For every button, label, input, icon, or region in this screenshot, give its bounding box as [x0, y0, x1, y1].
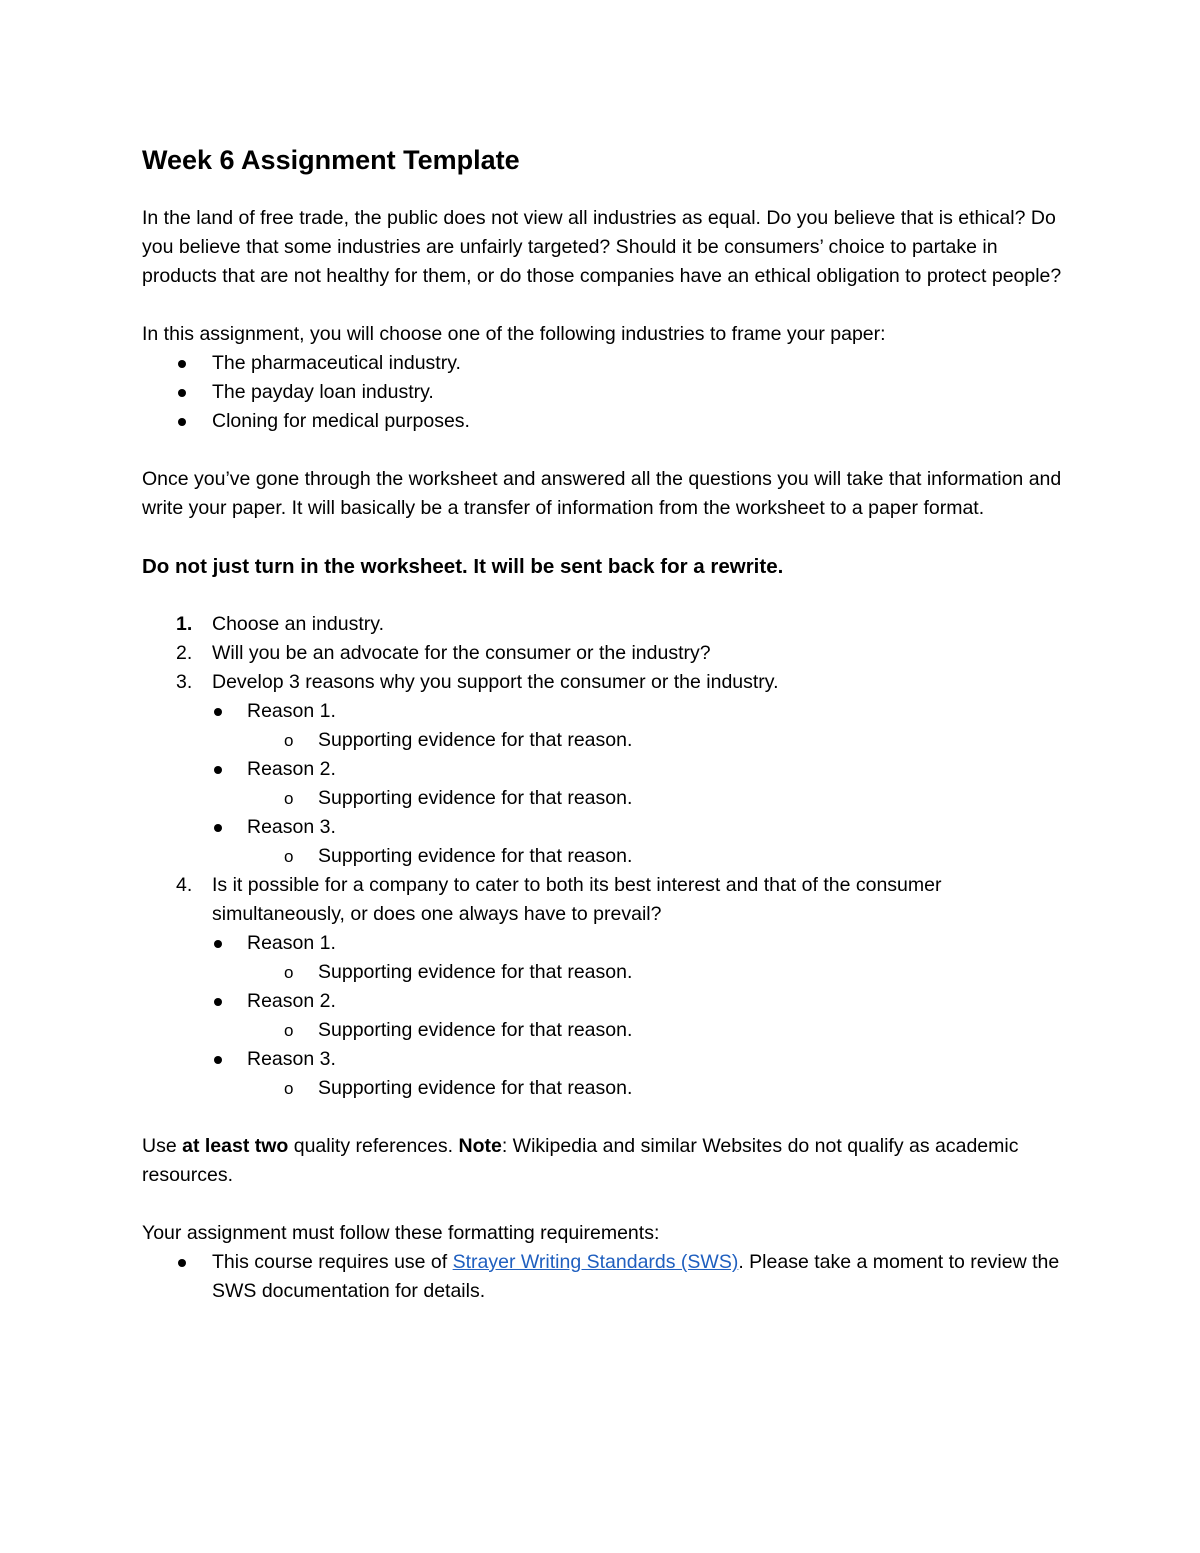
- references-paragraph: Use at least two quality references. Note: Wikipedia and similar Websites do not qualify as academic resources.: [142, 1135, 1019, 1186]
- bullet-icon: [178, 360, 186, 368]
- circle-bullet-icon: o: [284, 731, 294, 750]
- bullet-icon: [178, 418, 186, 426]
- formatting-item: This course requires use of Strayer Writing Standards (SWS). Please take a moment to review the SWS documentation for details.: [142, 1248, 1062, 1306]
- evidence-item: o Supporting evidence for that reason.: [142, 842, 1062, 871]
- formatting-intro: Your assignment must follow these formatting requirements:: [142, 1222, 660, 1244]
- evidence-item: o Supporting evidence for that reason.: [142, 1074, 1062, 1103]
- intro-paragraph: In the land of free trade, the public does not view all industries as equal. Do you believe that is ethical? Do you believe that some industries are unfairly targeted? Should it be consumers’ choice to partake in products that are not healthy for them, or do those companies have an ethical obligation to protect people?: [142, 207, 1062, 287]
- step-number: 3.: [176, 671, 193, 693]
- circle-bullet-icon: o: [284, 847, 294, 866]
- evidence-item: o Supporting evidence for that reason.: [142, 958, 1062, 987]
- step-number: 1.: [176, 613, 193, 635]
- reason-item: Reason 2.: [142, 987, 1062, 1016]
- steps-list: [142, 610, 1062, 1103]
- bullet-icon: [178, 1259, 186, 1267]
- industry-list: [142, 349, 1062, 436]
- circle-bullet-icon: o: [284, 1021, 294, 1040]
- step-number: 4.: [176, 874, 193, 896]
- bullet-icon: [214, 940, 222, 948]
- bullet-icon: [214, 708, 222, 716]
- reason-item: Reason 2.: [142, 755, 1062, 784]
- warning-text: Do not just turn in the worksheet. It will be sent back for a rewrite.: [142, 555, 784, 578]
- references-bold-min: at least two: [182, 1135, 289, 1157]
- evidence-item: o Supporting evidence for that reason.: [142, 1016, 1062, 1045]
- step-item: 3. Develop 3 reasons why you support the consumer or the industry.: [142, 668, 1062, 697]
- evidence-item: o Supporting evidence for that reason.: [142, 726, 1062, 755]
- bullet-icon: [214, 1056, 222, 1064]
- evidence-item: o Supporting evidence for that reason.: [142, 784, 1062, 813]
- document-title: Week 6 Assignment Template: [142, 145, 520, 175]
- document-page: [142, 138, 1062, 1306]
- bullet-icon: [214, 998, 222, 1006]
- bullet-icon: [214, 766, 222, 774]
- circle-bullet-icon: o: [284, 963, 294, 982]
- formatting-list: [142, 1248, 1062, 1306]
- reason-item: Reason 1.: [142, 697, 1062, 726]
- industry-item: Cloning for medical purposes.: [142, 407, 1062, 436]
- reason-item: Reason 3.: [142, 1045, 1062, 1074]
- step-number: 2.: [176, 642, 193, 664]
- sws-link[interactable]: Strayer Writing Standards (SWS): [452, 1251, 739, 1273]
- step-item: 4. Is it possible for a company to cater to both its best interest and that of the consumer simultaneously, or does one always have to prevail?: [142, 871, 1062, 929]
- circle-bullet-icon: o: [284, 1079, 294, 1098]
- bullet-icon: [178, 389, 186, 397]
- worksheet-note: Once you’ve gone through the worksheet and answered all the questions you will take that information and write your paper. It will basically be a transfer of information from the worksheet to a paper format.: [142, 468, 1062, 519]
- industry-item: The payday loan industry.: [142, 378, 1062, 407]
- step-item: 2. Will you be an advocate for the consumer or the industry?: [142, 639, 1062, 668]
- choose-text: In this assignment, you will choose one of the following industries to frame your paper:: [142, 323, 886, 345]
- circle-bullet-icon: o: [284, 789, 294, 808]
- reason-item: Reason 3.: [142, 813, 1062, 842]
- step-item: 1. Choose an industry.: [142, 610, 1062, 639]
- reason-item: Reason 1.: [142, 929, 1062, 958]
- industry-item: The pharmaceutical industry.: [142, 349, 1062, 378]
- references-bold-note: Note: [458, 1135, 502, 1157]
- bullet-icon: [214, 824, 222, 832]
